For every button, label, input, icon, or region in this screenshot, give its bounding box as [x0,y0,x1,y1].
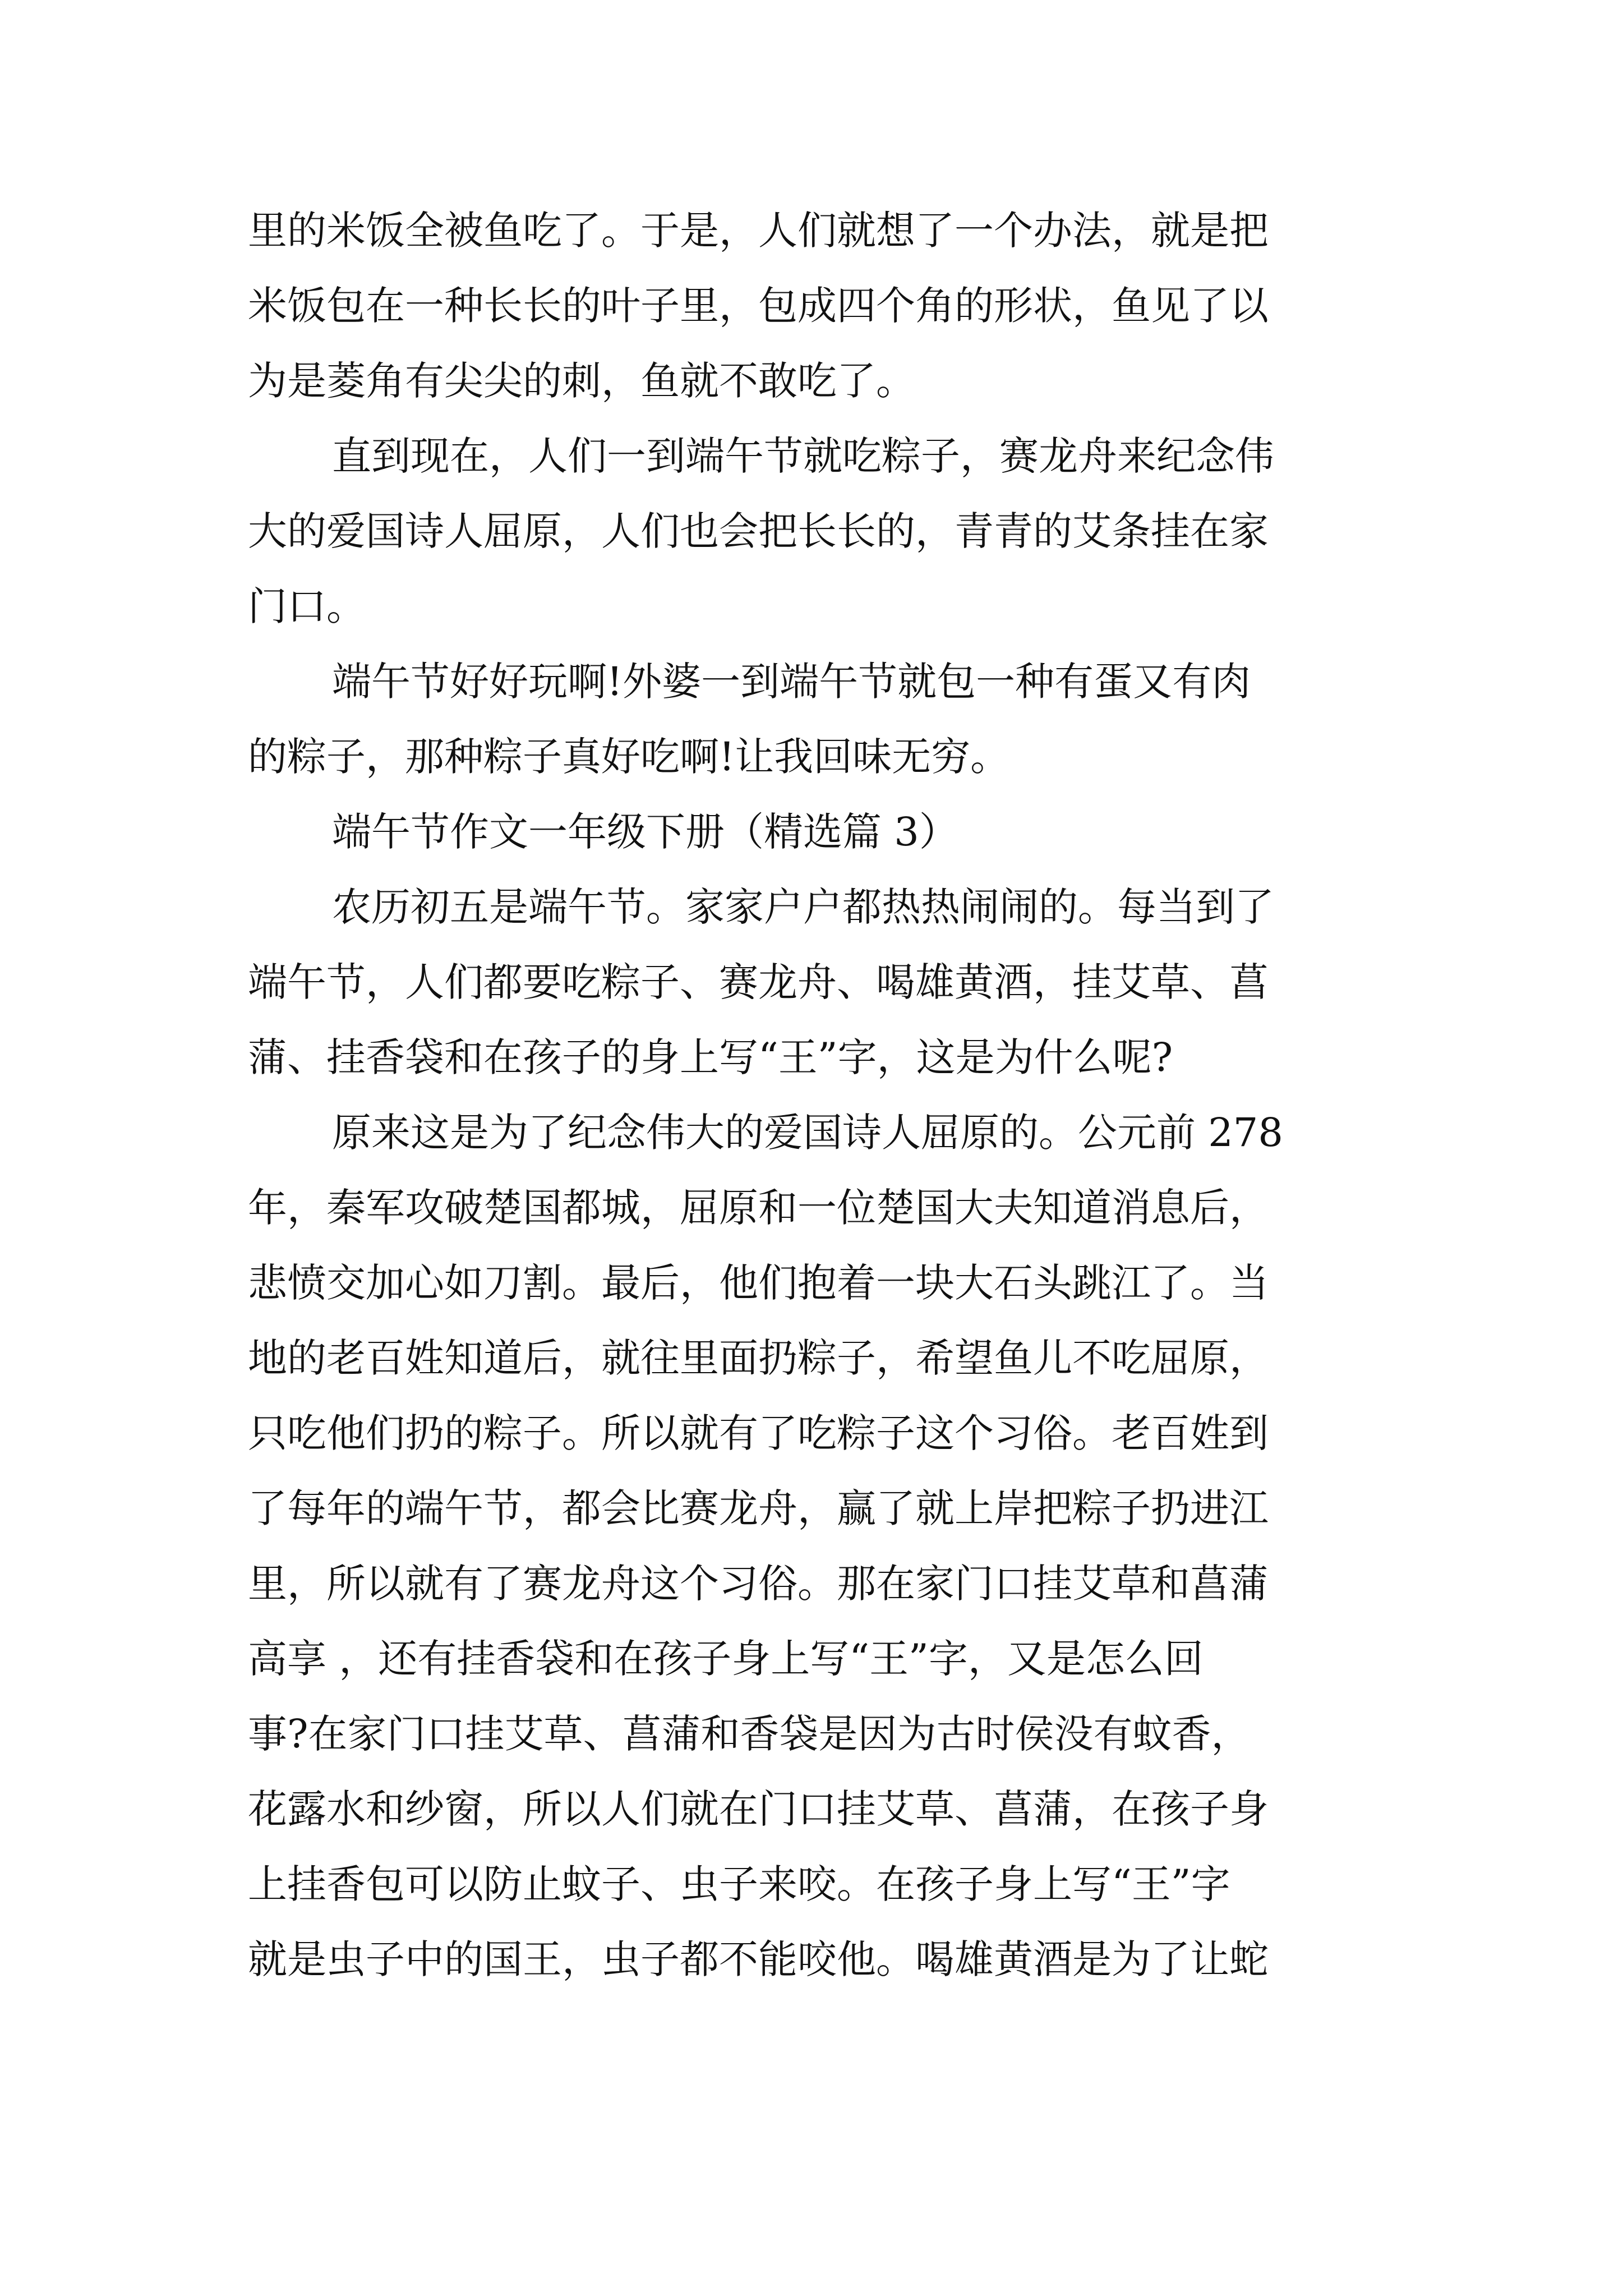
text-line: 为是菱角有尖尖的刺，鱼就不敢吃了。 [248,358,915,404]
text-line: 年，秦军攻破楚国都城，屈原和一位楚国大夫知道消息后， [248,1185,1269,1231]
text-line: 了每年的端午节，都会比赛龙舟，赢了就上岸把粽子扔进江 [248,1485,1269,1531]
text-line: 里，所以就有了赛龙舟这个习俗。那在家门口挂艾草和菖蒲 [248,1561,1269,1607]
text-line: 门口。 [248,583,366,629]
paragraph-first-line: 端午节好好玩啊!外婆一到端午节就包一种有蛋又有肉 [332,659,1251,705]
text-line: 高享 ，还有挂香袋和在孩子身上写“王”字，又是怎么回 [248,1636,1204,1682]
text-line: 大的爱国诗人屈原，人们也会把长长的，青青的艾条挂在家 [248,508,1269,554]
text-line: 里的米饭全被鱼吃了。于是，人们就想了一个办法，就是把 [248,208,1269,254]
text-line: 蒲、挂香袋和在孩子的身上写“王”字，这是为什么呢? [248,1034,1173,1080]
section-heading: 端午节作文一年级下册（精选篇 3） [332,809,958,855]
paragraph-first-line: 农历初五是端午节。家家户户都热热闹闹的。每当到了 [332,884,1274,930]
text-line: 事?在家门口挂艾草、菖蒲和香袋是因为古时侯没有蚊香， [248,1711,1251,1757]
text-line: 花露水和纱窗，所以人们就在门口挂艾草、菖蒲，在孩子身 [248,1786,1269,1832]
text-line: 端午节，人们都要吃粽子、赛龙舟、喝雄黄酒，挂艾草、菖 [248,959,1269,1005]
text-line: 只吃他们扔的粽子。所以就有了吃粽子这个习俗。老百姓到 [248,1410,1269,1456]
text-line: 的粽子，那种粽子真好吃啊!让我回味无穷。 [248,734,1010,780]
text-line: 上挂香包可以防止蚊子、虫子来咬。在孩子身上写“王”字 [248,1861,1230,1907]
text-line: 地的老百姓知道后，就往里面扔粽子，希望鱼儿不吃屈原， [248,1335,1269,1381]
text-line: 悲愤交加心如刀割。最后，他们抱着一块大石头跳江了。当 [248,1260,1269,1306]
text-line: 就是虫子中的国王，虫子都不能咬他。喝雄黄酒是为了让蛇 [248,1936,1269,1982]
paragraph-first-line: 直到现在，人们一到端午节就吃粽子，赛龙舟来纪念伟 [332,433,1274,479]
paragraph-first-line: 原来这是为了纪念伟大的爱国诗人屈原的。公元前 278 [332,1110,1283,1156]
text-line: 米饭包在一种长长的叶子里，包成四个角的形状，鱼见了以 [248,283,1269,329]
